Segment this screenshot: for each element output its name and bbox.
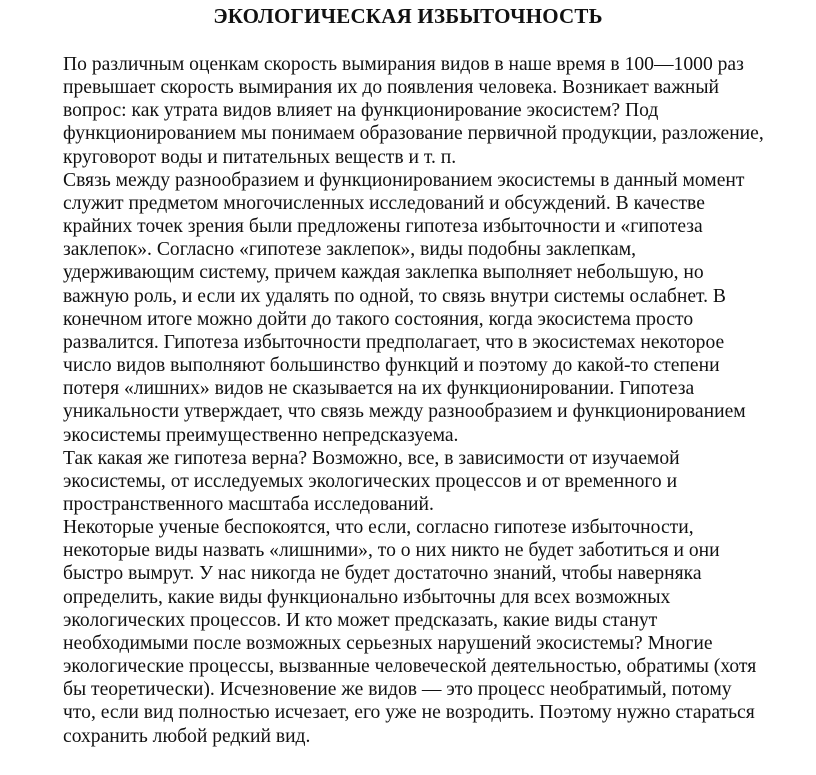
- text-line: Некоторые ученые беспокоятся, что если, согласно гипотезе избыточности,: [63, 517, 694, 539]
- text-line: функционированием мы понимаем образование первичной продукции, разложение,: [63, 123, 764, 145]
- text-line: быстро вымрут. У нас никогда не будет достаточно знаний, чтобы наверняка: [63, 563, 702, 585]
- text-line: превышает скорость вымирания их до появления человека. Возникает важный: [63, 77, 720, 99]
- text-line: вопрос: как утрата видов влияет на функционирование экосистем? Под: [63, 100, 659, 122]
- text-line: развалится. Гипотеза избыточности предполагает, что в экосистемах некоторое: [63, 331, 725, 353]
- text-line: бы теоретически). Исчезновение же видов — это процесс необратимый, потому: [63, 679, 732, 701]
- text-line: экологических процессов. И кто может предсказать, какие виды станут: [63, 609, 658, 631]
- text-line: уникальности утверждает, что связь между разнообразием и функционированием: [63, 401, 746, 423]
- text-line: экосистемы преимущественно непредсказуема.: [63, 424, 459, 446]
- text-line: сохранить любой редкий вид.: [63, 725, 311, 747]
- text-line: служит предметом многочисленных исследований и обсуждений. В качестве: [63, 192, 705, 214]
- text-line: число видов выполняют большинство функций и поэтому до какой-то степени: [63, 355, 720, 377]
- paragraph: [63, 53, 811, 169]
- text-line: пространственного масштаба исследований.: [63, 493, 434, 515]
- text-line: По различным оценкам скорость вымирания видов в наше время в 100—1000 раз: [63, 54, 744, 75]
- text-line: определить, какие виды функционально избыточны для всех возможных: [63, 586, 671, 608]
- text-line: Так какая же гипотеза верна? Возможно, все, в зависимости от изучаемой: [63, 447, 680, 469]
- text-line: что, если вид полностью исчезает, его уже не возродить. Поэтому нужно стараться: [63, 702, 755, 724]
- text-line: круговорот воды и питательных веществ и т. п.: [63, 146, 457, 168]
- text-line: Связь между разнообразием и функционированием экосистемы в данный момент: [63, 169, 745, 191]
- text-line: заклепок». Согласно «гипотезе заклепок», виды подобны заклепкам,: [63, 239, 636, 261]
- text-line: крайних точек зрения были предложены гипотеза избыточности и «гипотеза: [63, 216, 703, 238]
- text-line: необходимыми после возможных серьезных нарушений экосистемы? Многие: [63, 632, 713, 654]
- paragraph: [63, 516, 811, 748]
- text-line: потеря «лишних» видов не сказывается на их функционировании. Гипотеза: [63, 378, 695, 400]
- text-line: некоторые виды назвать «лишними», то о них никто не будет заботиться и они: [63, 540, 720, 562]
- document-body: [63, 53, 811, 748]
- text-line: экосистемы, от исследуемых экологических процессов и от временного и: [63, 470, 678, 492]
- text-line: удерживающим систему, причем каждая заклепка выполняет небольшую, но: [63, 262, 704, 284]
- text-line: конечном итоге можно дойти до такого состояния, когда экосистема просто: [63, 308, 694, 330]
- text-line: важную роль, и если их удалять по одной, то связь внутри системы ослабнет. В: [63, 285, 726, 307]
- paragraph: [63, 447, 811, 516]
- paragraph: [63, 169, 811, 447]
- document-title: ЭКОЛОГИЧЕСКАЯ ИЗБЫТОЧНОСТЬ: [213, 4, 603, 28]
- text-line: экологические процессы, вызванные человеческой деятельностью, обратимы (хотя: [63, 656, 757, 678]
